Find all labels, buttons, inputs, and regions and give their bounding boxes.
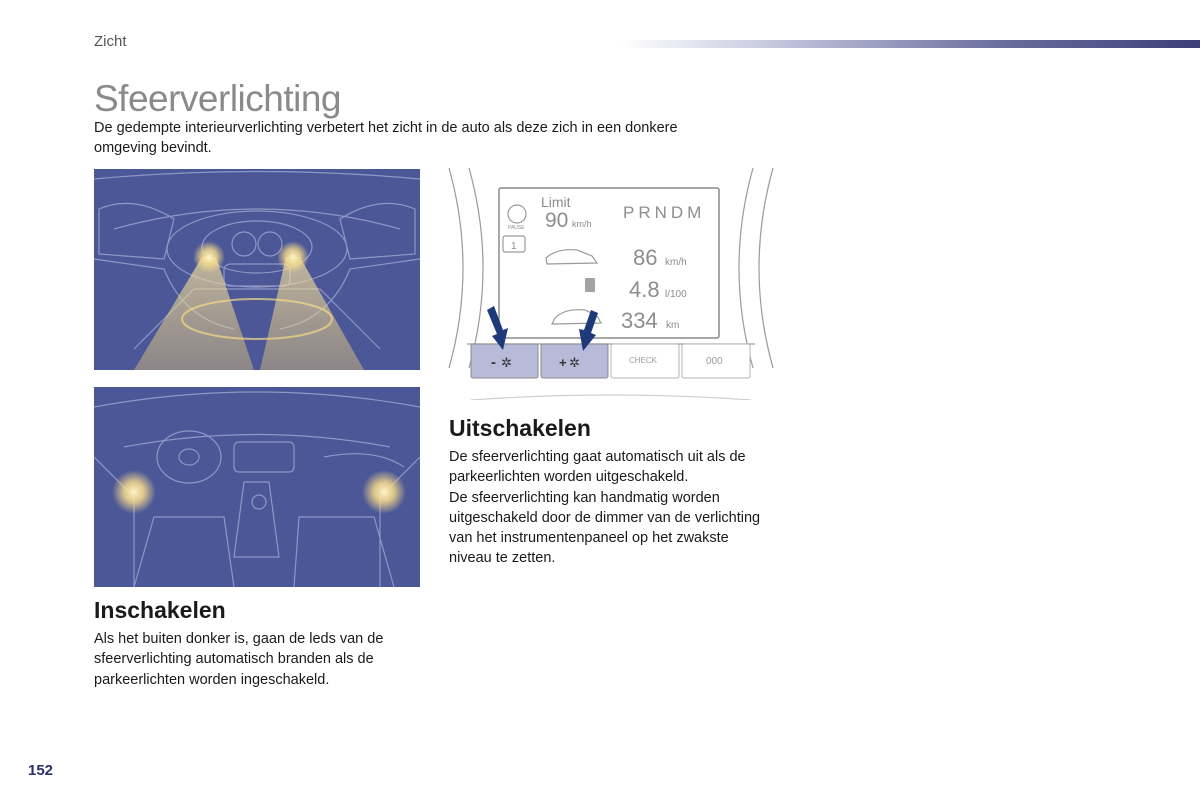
speed-limit-value: 90 [545,209,569,232]
switch-off-heading: Uitschakelen [449,415,591,441]
section-label: Zicht [94,33,127,50]
switch-on-heading: Inschakelen [94,597,226,623]
switch-on-text: Als het buiten donker is, gaan de leds van de sfeerverlichting automatisch branden als de parkeerlichten worden ingeschakeld. [94,631,384,688]
pause-label: PAUSE [508,225,525,231]
header-gradient-bar [620,40,1200,48]
consumption-value: 4.8 [629,277,660,302]
speed-unit: km/h [665,257,687,268]
dimmer-plus-label: + [559,355,567,370]
limit-label: Limit [541,194,571,210]
instrument-cluster-illustration [447,168,775,400]
dimmer-minus-label: - [491,354,496,371]
consumption-unit: l/100 [665,289,687,300]
switch-off-line-2: De sfeerverlichting kan handmatig worden uitgeschakeld door de dimmer van de verlichting van het instrumentenpaneel op het zwakste niveau te zetten. [449,489,761,567]
gear-indicator: PRNDM [623,203,706,222]
dimmer-minus-icon: ✲ [501,355,512,370]
dimmer-plus-icon: ✲ [569,355,580,370]
reset-label: 000 [706,356,723,367]
switch-off-text [449,447,774,569]
fuel-pump-icon [585,278,595,292]
dashboard-lighting-illustration [94,169,420,370]
switch-off-line-1: De sfeerverlichting gaat automatisch uit als de parkeerlichten worden uitgeschakeld. [449,449,746,486]
page-number: 152 [28,762,54,779]
range-unit: km [666,320,680,331]
speed-limit-unit: km/h [572,219,592,229]
intro-text: De gedempte interieurverlichting verbetert het zicht in de auto als deze zich in een donkere omgeving bevindt. [94,120,678,156]
memory-slot: 1 [511,241,517,252]
page-title: Sfeerverlichting [94,78,342,119]
range-value: 334 [621,308,658,333]
check-label: CHECK [629,356,658,365]
speed-value: 86 [633,245,658,270]
interior-door-lighting-illustration [94,387,420,587]
